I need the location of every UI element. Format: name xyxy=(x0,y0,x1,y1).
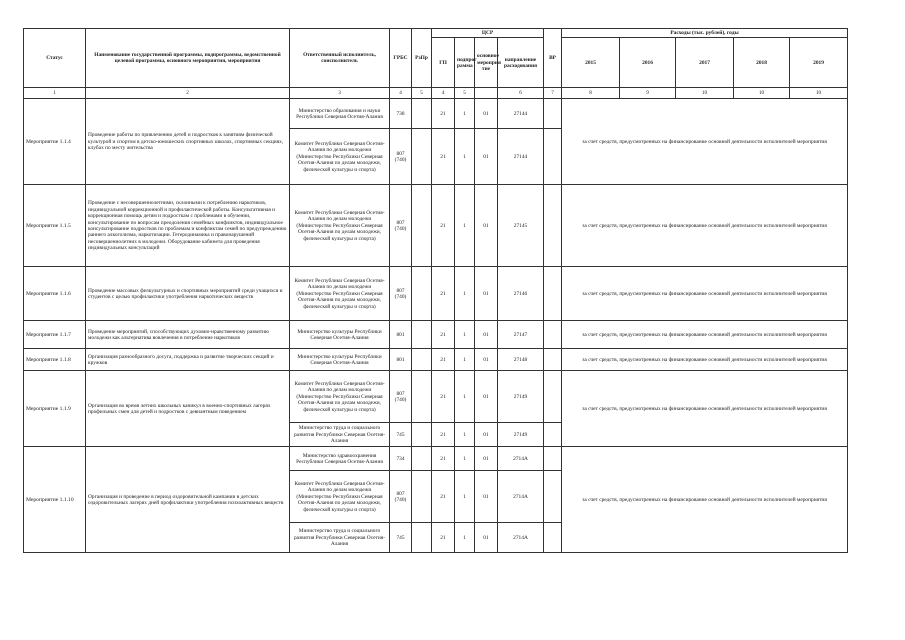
row-responsible: Комитет Республики Северная Осетия-Алания по делам молодежи (Министерство Республики Северная Осетия-Алания по делам молодежи, физической культуры и спорта) xyxy=(290,371,390,423)
row-responsible: Министерство культуры Республики Северная Осетия-Алания xyxy=(290,321,390,349)
row-gp: 21 xyxy=(432,99,455,129)
column-number-row xyxy=(24,88,848,99)
table-row xyxy=(24,267,848,321)
row-description: Организация во время летних школьных каникул в военно-спортивных лагерях профильных смен для детей и подростков с девиантным поведением xyxy=(86,371,290,447)
row-grbs: 807 (740) xyxy=(390,185,412,267)
row-gp: 21 xyxy=(432,185,455,267)
row-pp: 1 xyxy=(455,471,475,523)
header-expenses: Расходы (тыс. рублей), годы xyxy=(562,29,848,38)
column-number: 10 xyxy=(734,88,790,99)
table-row xyxy=(24,99,848,129)
column-number: 1 xyxy=(24,88,86,99)
header-status: Статус xyxy=(24,29,86,88)
row-pp: 1 xyxy=(455,321,475,349)
row-status: Мероприятие 1.1.4 xyxy=(24,99,86,185)
row-rzpr xyxy=(412,129,432,185)
row-grbs: 801 xyxy=(390,349,412,371)
row-rzpr xyxy=(412,423,432,447)
row-expense-note: за счет средств, предусмотренных на финансирование основной деятельности исполнителей мероприятия xyxy=(562,185,848,267)
row-direction: 27149 xyxy=(498,423,544,447)
row-gp: 21 xyxy=(432,267,455,321)
row-pp: 1 xyxy=(455,371,475,423)
row-responsible: Комитет Республики Северная Осетия-Алания по делам молодежи (Министерство Республики Северная Осетия-Алания по делам молодежи, физической культуры и спорта) xyxy=(290,129,390,185)
column-number: 6 xyxy=(498,88,544,99)
row-om: 01 xyxy=(475,447,498,471)
row-om: 01 xyxy=(475,371,498,423)
row-vr xyxy=(544,321,562,349)
row-direction: 27145 xyxy=(498,185,544,267)
row-vr xyxy=(544,423,562,447)
header-om: основное мероприя тие xyxy=(475,38,498,88)
column-number xyxy=(475,88,498,99)
header-year: 2016 xyxy=(620,38,676,88)
header-vr: ВР xyxy=(544,29,562,88)
row-pp: 1 xyxy=(455,185,475,267)
row-gp: 21 xyxy=(432,321,455,349)
row-rzpr xyxy=(412,447,432,471)
row-expense-note: за счет средств, предусмотренных на финансирование основной деятельности исполнителей мероприятия xyxy=(562,349,848,371)
table-row xyxy=(24,185,848,267)
row-status: Мероприятие 1.1.7 xyxy=(24,321,86,349)
row-expense-note: за счет средств, предусмотренных на финансирование основной деятельности исполнителей мероприятия xyxy=(562,267,848,321)
row-responsible: Комитет Республики Северная Осетия-Алания по делам молодежи (Министерство Республики Северная Осетия-Алания по делам молодежи, физической культуры и спорта) xyxy=(290,471,390,523)
row-direction: 2714А xyxy=(498,447,544,471)
row-direction: 2714А xyxy=(498,471,544,523)
row-status: Мероприятие 1.1.9 xyxy=(24,371,86,447)
row-vr xyxy=(544,471,562,523)
row-expense-note: за счет средств, предусмотренных на финансирование основной деятельности исполнителей мероприятия xyxy=(562,321,848,349)
table-row xyxy=(24,349,848,371)
row-description: Проведение с несовершеннолетними, склонными к потреблению наркотиков, индивидуальной коррекционной и профилактической работы. Консультативная и коррекционная помощь детям и подросткам с проблемами в обучении, консультирование по вопросам преодоления семейных конфликтов, индивидуальное консультирование подростков по проблемам и конфликтам семей по предупреждению раннего алкоголизма, наркотизации. Гетеродинамика и правонарушений несовершеннолетних в молодежи. Оборудование кабинета для проведения индивидуальных консультаций xyxy=(86,185,290,267)
row-status: Мероприятие 1.1.6 xyxy=(24,267,86,321)
row-direction: 27144 xyxy=(498,129,544,185)
column-number: 4 xyxy=(432,88,455,99)
row-status: Мероприятие 1.1.8 xyxy=(24,349,86,371)
row-grbs: 807 (740) xyxy=(390,371,412,423)
row-rzpr xyxy=(412,321,432,349)
row-gp: 21 xyxy=(432,447,455,471)
row-rzpr xyxy=(412,371,432,423)
row-grbs: 745 xyxy=(390,523,412,553)
row-gp: 21 xyxy=(432,129,455,185)
row-gp: 21 xyxy=(432,523,455,553)
row-gp: 21 xyxy=(432,371,455,423)
table-row xyxy=(24,321,848,349)
column-number: 9 xyxy=(620,88,676,99)
row-responsible: Министерство образования и науки Республики Северная Осетия-Алания xyxy=(290,99,390,129)
row-status: Мероприятие 1.1.10 xyxy=(24,447,86,553)
row-gp: 21 xyxy=(432,349,455,371)
row-pp: 1 xyxy=(455,129,475,185)
row-grbs: 807 (740) xyxy=(390,471,412,523)
row-grbs: 801 xyxy=(390,321,412,349)
row-grbs: 738 xyxy=(390,99,412,129)
row-direction: 27147 xyxy=(498,321,544,349)
row-grbs: 734 xyxy=(390,447,412,471)
row-responsible: Министерство труда и социального развития Республики Северная Осетия-Алания xyxy=(290,423,390,447)
row-rzpr xyxy=(412,349,432,371)
row-responsible: Министерство труда и социального развития Республики Северная Осетия-Алания xyxy=(290,523,390,553)
column-number: 7 xyxy=(544,88,562,99)
column-number: 5 xyxy=(455,88,475,99)
row-direction: 2714А xyxy=(498,523,544,553)
row-pp: 1 xyxy=(455,423,475,447)
row-grbs: 807 (740) xyxy=(390,129,412,185)
row-expense-note: за счет средств, предусмотренных на финансирование основной деятельности исполнителей мероприятия xyxy=(562,371,848,447)
header-responsible: Ответственный исполнитель, соисполнитель xyxy=(290,29,390,88)
row-description: Проведение работы по привлечению детей и подростков к занятиям физической культурой и спортом в детско-юношеских спортивных школах, спортивных секциях, клубах по месту жительства xyxy=(86,99,290,185)
row-pp: 1 xyxy=(455,99,475,129)
header-csr: ЦСР xyxy=(432,29,544,38)
row-pp: 1 xyxy=(455,523,475,553)
row-responsible: Комитет Республики Северная Осетия-Алания по делам молодежи (Министерство Республики Северная Осетия-Алания по делам молодежи, физической культуры и спорта) xyxy=(290,267,390,321)
row-rzpr xyxy=(412,523,432,553)
row-responsible: Министерство культуры Республики Северная Осетия-Алания xyxy=(290,349,390,371)
column-number: 10 xyxy=(790,88,848,99)
row-direction: 27149 xyxy=(498,371,544,423)
row-expense-note: за счет средств, предусмотренных на финансирование основной деятельности исполнителей мероприятия xyxy=(562,447,848,553)
row-rzpr xyxy=(412,99,432,129)
column-number: 8 xyxy=(562,88,620,99)
row-om: 01 xyxy=(475,129,498,185)
row-vr xyxy=(544,447,562,471)
column-number: 4 xyxy=(390,88,412,99)
row-rzpr xyxy=(412,185,432,267)
row-om: 01 xyxy=(475,267,498,321)
table-row xyxy=(24,371,848,423)
row-om: 01 xyxy=(475,523,498,553)
row-vr xyxy=(544,349,562,371)
row-description: Проведение мероприятий, способствующих духовно-нравственному развитию молодежи как альтернатива вовлечения в потребление наркотиков xyxy=(86,321,290,349)
row-om: 01 xyxy=(475,99,498,129)
row-direction: 27146 xyxy=(498,267,544,321)
header-year: 2015 xyxy=(562,38,620,88)
row-expense-note: за счет средств, предусмотренных на финансирование основной деятельности исполнителей мероприятия xyxy=(562,99,848,185)
row-gp: 21 xyxy=(432,423,455,447)
row-vr xyxy=(544,267,562,321)
program-table xyxy=(23,28,848,553)
row-rzpr xyxy=(412,471,432,523)
row-vr xyxy=(544,523,562,553)
column-number: 3 xyxy=(290,88,390,99)
row-responsible: Министерство здравоохранения Республики Северная Осетия-Алания xyxy=(290,447,390,471)
row-responsible: Комитет Республики Северная Осетия-Алания по делам молодежи (Министерство Республики Северная Осетия-Алания по делам молодежи, физической культуры и спорта) xyxy=(290,185,390,267)
header-grbs: ГРБС xyxy=(390,29,412,88)
header-gp: ГП xyxy=(432,38,455,88)
row-description: Организация разнообразного досуга, поддержка и развитие творческих секций и кружков xyxy=(86,349,290,371)
row-status: Мероприятие 1.1.5 xyxy=(24,185,86,267)
row-vr xyxy=(544,185,562,267)
row-description: Проведение массовых физкультурных и спортивных мероприятий среди учащихся и студентов с целью профилактики употребления наркотических веществ xyxy=(86,267,290,321)
row-grbs: 807 (740) xyxy=(390,267,412,321)
column-number: 5 xyxy=(412,88,432,99)
row-om: 01 xyxy=(475,185,498,267)
header-name: Наименование государственной программы, подпрограммы, ведомственной целевой программы, основного мероприятия, мероприятия xyxy=(86,29,290,88)
row-gp: 21 xyxy=(432,471,455,523)
header-year: 2018 xyxy=(734,38,790,88)
row-om: 01 xyxy=(475,423,498,447)
row-pp: 1 xyxy=(455,447,475,471)
row-rzpr xyxy=(412,267,432,321)
header-pp: подпрог рамма xyxy=(455,38,475,88)
header-year: 2019 xyxy=(790,38,848,88)
row-pp: 1 xyxy=(455,349,475,371)
row-om: 01 xyxy=(475,321,498,349)
column-number: 10 xyxy=(676,88,734,99)
table-row xyxy=(24,447,848,471)
row-pp: 1 xyxy=(455,267,475,321)
header-year: 2017 xyxy=(676,38,734,88)
row-om: 01 xyxy=(475,349,498,371)
header-direction: направление расходования xyxy=(498,38,544,88)
column-number: 2 xyxy=(86,88,290,99)
row-direction: 27148 xyxy=(498,349,544,371)
row-description: Организация и проведение в период оздоровительной кампании в детских оздоровительных лагерях дней профилактики употребления психоактивных веществ xyxy=(86,447,290,553)
row-vr xyxy=(544,99,562,129)
row-grbs: 745 xyxy=(390,423,412,447)
row-direction: 27144 xyxy=(498,99,544,129)
header-rzpr: РзПр xyxy=(412,29,432,88)
row-vr xyxy=(544,129,562,185)
row-om: 01 xyxy=(475,471,498,523)
row-vr xyxy=(544,371,562,423)
